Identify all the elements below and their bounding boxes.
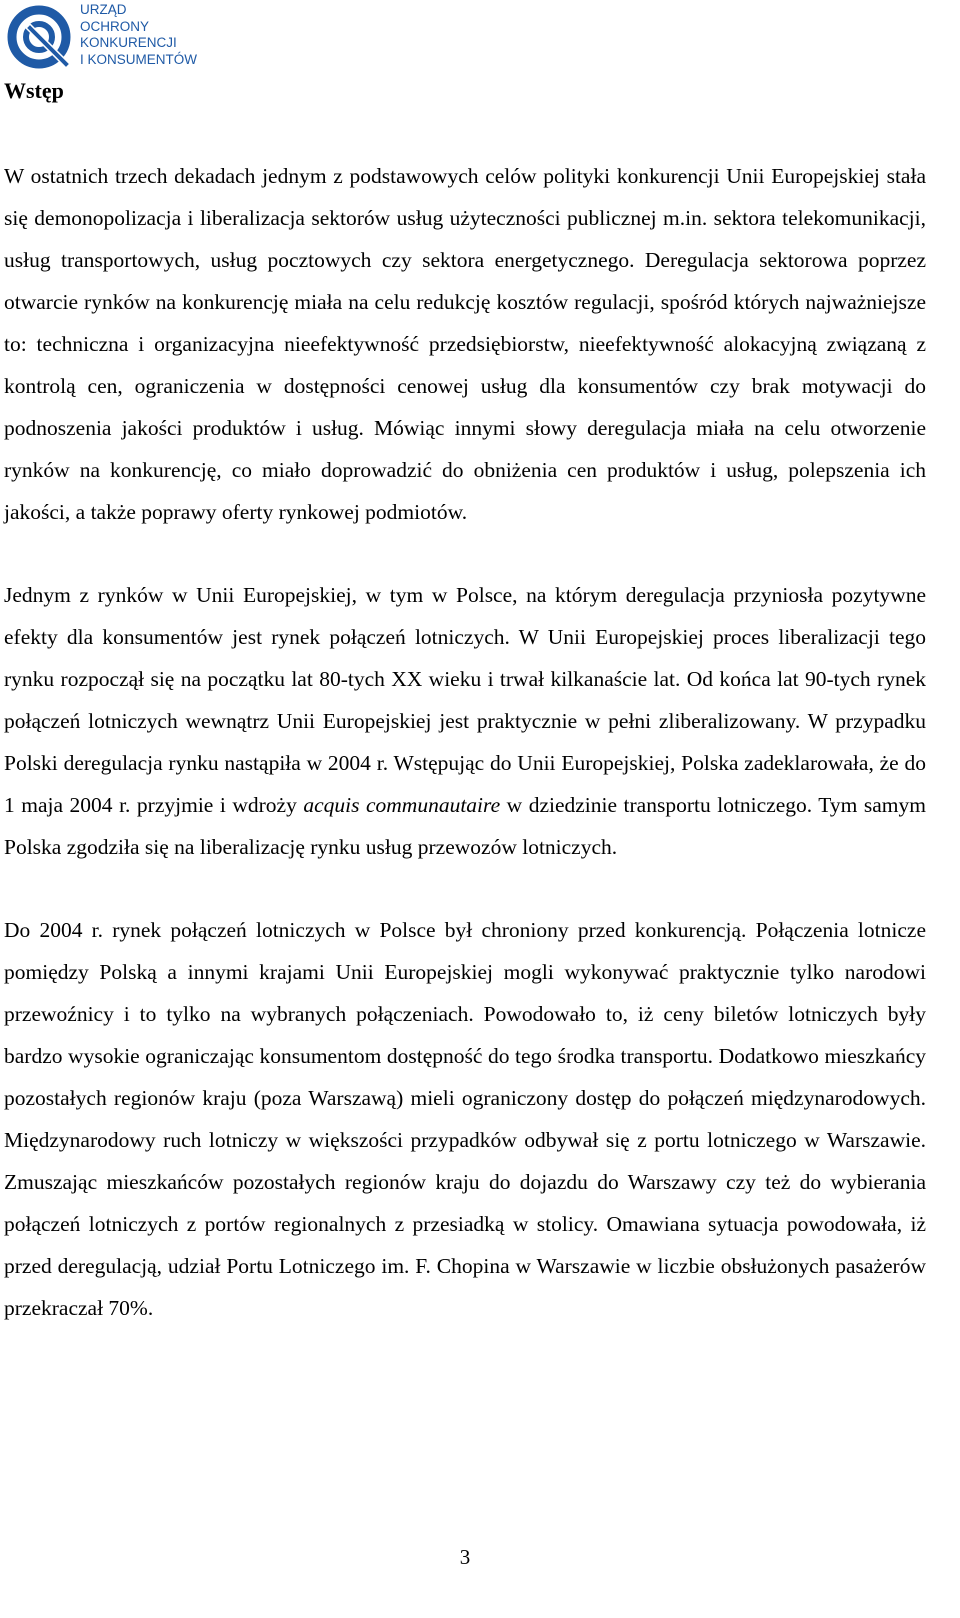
paragraph-1-text: W ostatnich trzech dekadach jednym z podstawowych celów polityki konkurencji Unii Europejskiej stała się demonopolizacja i liberalizacja sektorów usług użyteczności publicznej m.in. sektora telekomunikacji, usług transportowych, usług pocztowych czy sektora energetycznego. Deregulacja sektorowa poprzez otwarcie rynków na konkurencję miała na celu redukcję kosztów regulacji, spośród których najważniejsze to: techniczna i organizacyjna nieefektywność przedsiębiorstw, nieefektywność alokacyjną związaną z kontrolą cen, ograniczenia w dostępności cenowej usług dla konsumentów czy brak motywacji do podnoszenia jakości produktów i usług. Mówiąc innymi słowy deregulacja miała na celu otworzenie rynków na konkurencję, co miało doprowadzić do obniżenia cen produktów i usług, polepszenia ich jakości, a także poprawy oferty rynkowej podmiotów. — [4, 164, 926, 524]
paragraph-2 — [4, 574, 926, 868]
logo-line-1: URZĄD — [80, 2, 127, 17]
uokik-logo-text — [80, 2, 197, 68]
logo-line-3: KONKURENCJI — [80, 35, 177, 50]
paragraph-2-text-end: w dziedzinie transportu lotniczego. Tym samym Polska zgodziła się na liberalizację rynku usług przewozów lotniczych. — [4, 793, 926, 859]
document-body — [4, 155, 926, 1329]
paragraph-1 — [4, 155, 926, 533]
logo-line-2: OCHRONY — [80, 18, 150, 34]
paragraph-3-text: Do 2004 r. rynek połączeń lotniczych w Polsce był chroniony przed konkurencją. Połączenia lotnicze pomiędzy Polską a innymi krajami Unii Europejskiej mogli wykonywać praktycznie tylko narodowi przewoźnicy i to tylko na wybranych połączeniach. Powodowało to, iż ceny biletów lotniczych były bardzo wysokie ograniczając konsumentom dostępność do tego środka transportu. Dodatkowo mieszkańcy pozostałych regionów kraju (poza Warszawą) mieli ograniczony dostęp do połączeń międzynarodowych. Międzynarodowy ruch lotniczy w większości przypadków odbywał się z portu lotniczego w Warszawie. Zmuszając mieszkańców pozostałych regionów kraju do dojazdu do Warszawy czy też do wybierania połączeń lotniczych z portów regionalnych z przesiadką w stolicy. Omawiana sytuacja powodowała, iż przed deregulacją, udział Portu Lotniczego im. F. Chopina w Warszawie w liczbie obsłużonych pasażerów przekraczał 70%. — [4, 918, 926, 1320]
paragraph-2-italic-term: acquis communautaire — [303, 793, 501, 817]
uokik-logo-mark-icon — [6, 4, 74, 70]
uokik-logo — [6, 2, 226, 74]
paragraph-2-text-start: Jednym z rynków w Unii Europejskiej, w tym w Polsce, na którym deregulacja przyniosła pozytywne efekty dla konsumentów jest rynek połączeń lotniczych. W Unii Europejskiej proces liberalizacji tego rynku rozpoczął się na początku lat 80-tych XX wieku i trwał kilkanaście lat. Od końca lat 90-tych rynek połączeń lotniczych wewnątrz Unii Europejskiej jest praktycznie w pełni zliberalizowany. W przypadku Polski deregulacja rynku nastąpiła w 2004 r. Wstępując do Unii Europejskiej, Polska zadeklarowała, że do 1 maja 2004 r. przyjmie i wdroży — [4, 583, 926, 817]
paragraph-3 — [4, 909, 926, 1329]
page-number: 3 — [459, 1545, 471, 1569]
logo-line-4: I KONSUMENTÓW — [80, 51, 197, 67]
section-heading: Wstęp — [4, 78, 64, 103]
